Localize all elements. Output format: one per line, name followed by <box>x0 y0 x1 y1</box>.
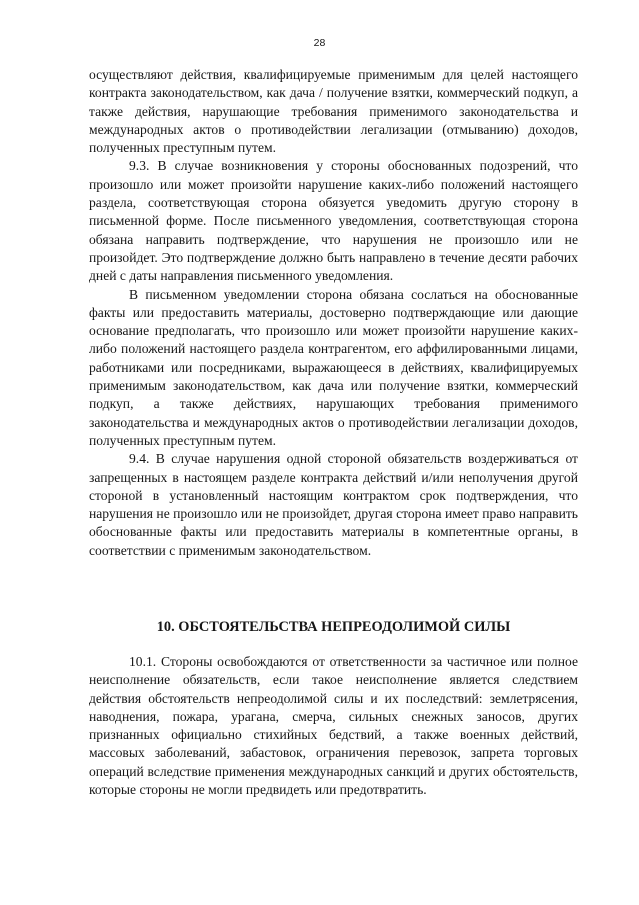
section-10-text <box>89 653 578 799</box>
paragraph-10-1: 10.1. Стороны освобождаются от ответственности за частичное или полное неисполнение обязательств, если такое неисполнение является следствием действия обстоятельств непреодолимой силы и их последствий: землетрясения, наводнения, пожара, урагана, смерча, сильных снежных заносов, других признанных официально стихийных бедствий, а также военных действий, массовых заболеваний, забастовок, ограничения перевозок, запрета торговых операций вследствие применения международных санкций и других обстоятельств, которые стороны не могли предвидеть или предотвратить. <box>89 654 578 798</box>
paragraph-9-2-continuation: осуществляют действия, квалифицируемые применимым для целей настоящего контракта законодательством, как дача / получение взятки, коммерческий подкуп, а также действия, нарушающие требования применимого законодательства и международных актов о противодействии легализации (отмыванию) доходов, полученных преступным путем. <box>89 67 578 156</box>
paragraph-9-3-notice: В письменном уведомлении сторона обязана сослаться на обоснованные факты или предоставить материалы, достоверно подтверждающие или дающие основание предполагать, что произошло или может произойти нарушение каких-либо положений настоящего раздела контрагентом, его аффилированными лицами, работниками или посредниками, выражающееся в действиях, квалифицируемых применимым законодательством, как дача или получение взятки, коммерческий подкуп, а также действиях, нарушающих требования применимого законодательства и международных актов о противодействии легализации доходов, полученных преступным путем. <box>89 286 578 448</box>
section-heading: 10. ОБСТОЯТЕЛЬСТВА НЕПРЕОДОЛИМОЙ СИЛЫ <box>156 619 511 635</box>
section-9-text <box>89 66 578 560</box>
paragraph-9-4: 9.4. В случае нарушения одной стороной обязательств воздерживаться от запрещенных в настоящем разделе контракта действий и/или неполучения другой стороной в установленный настоящим контрактом срок подтверждения, что нарушения не произошло или не произойдет, другая сторона имеет право направить обоснованные факты или предоставить материалы в компетентные органы, в соответствии с применимым законодательством. <box>89 451 578 558</box>
page-number: 28 <box>313 37 326 49</box>
paragraph-9-3: 9.3. В случае возникновения у стороны обоснованных подозрений, что произошло или может произойти нарушение каких-либо положений настоящего раздела, соответствующая сторона обязуется уведомить другую сторону в письменной форме. После письменного уведомления, соответствующая сторона обязана направить подтверждение, что нарушения не произошло или не произойдет. Это подтверждение должно быть направлено в течение десяти рабочих дней с даты направления письменного уведомления. <box>89 158 578 284</box>
